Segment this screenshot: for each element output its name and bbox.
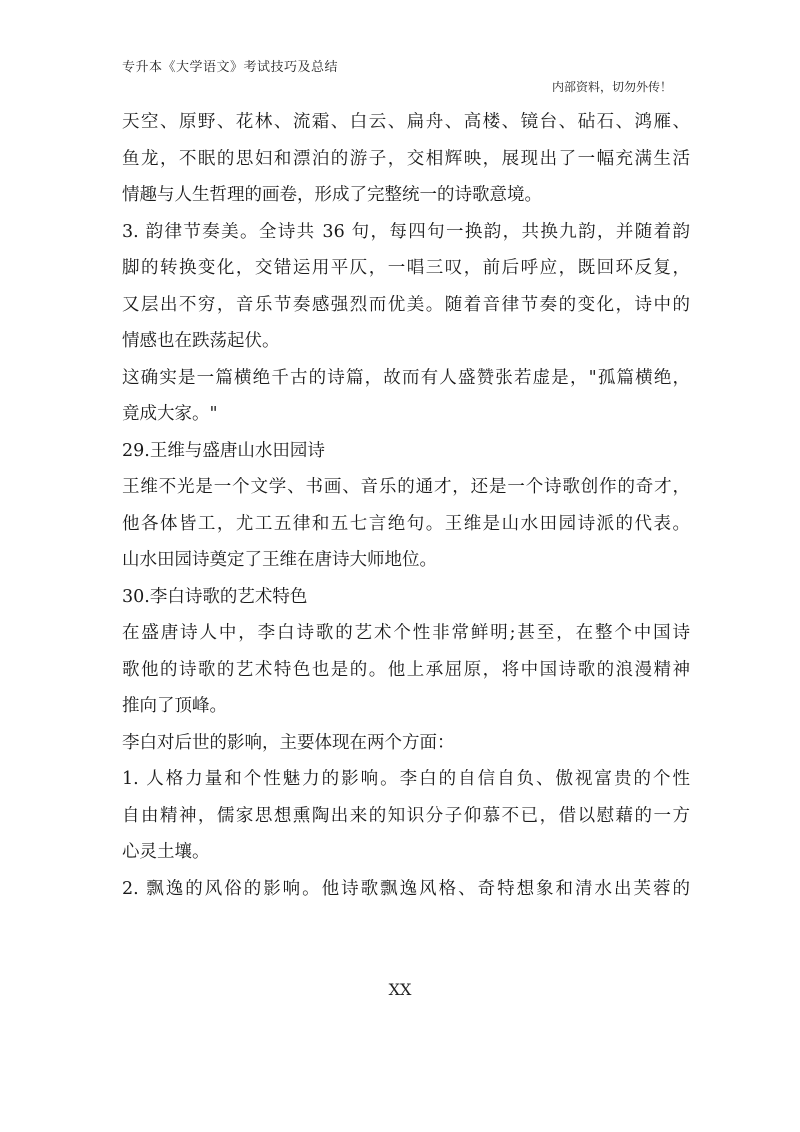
text-line-22: 2. 飘逸的风俗的影响。他诗歌飘逸风格、奇特想象和清水出芙蓉的 (122, 878, 690, 899)
text-line-9: 竟成大家。" (122, 404, 218, 424)
text-line-18: 李白对后世的影响，主要体现在两个方面： (122, 732, 455, 753)
text-line-3: 情趣与人生哲理的画卷，形成了完整统一的诗歌意境。 (122, 185, 542, 205)
text-line-1: 天空、原野、花林、流霜、白云、扁舟、高楼、镜台、砧石、鸿雁、 (122, 112, 690, 132)
section-heading-30: 30.李白诗歌的艺术特色 (122, 586, 308, 607)
text-line-2: 鱼龙，不眠的思妇和漂泊的游子，交相辉映，展现出了一幅充满生活 (122, 148, 690, 169)
page-number: XX (388, 980, 412, 999)
document-header-title: 专升本《大学语文》考试技巧及总结 (122, 60, 339, 75)
text-line-7: 情感也在跌荡起伏。 (122, 331, 280, 351)
text-line-11: 王维不光是一个文学、书画、音乐的通才，还是一个诗歌创作的奇才， (122, 477, 690, 497)
text-line-19: 1. 人格力量和个性魅力的影响。李白的自信自负、傲视富贵的个性 (122, 769, 690, 789)
text-line-15: 在盛唐诗人中，李白诗歌的艺术个性非常鲜明;甚至，在整个中国诗 (122, 623, 690, 643)
text-line-21: 心灵土壤。 (122, 842, 210, 862)
text-line-16: 歌他的诗歌的艺术特色也是的。他上承屈原，将中国诗歌的浪漫精神 (122, 659, 690, 680)
text-line-17: 推向了顶峰。 (122, 696, 227, 716)
text-line-4: 3. 韵律节奏美。全诗共 36 句，每四句一换韵，共换九韵，并随着韵 (122, 221, 690, 242)
confidential-notice: 内部资料，切勿外传！ (551, 80, 672, 94)
text-line-12: 他各体皆工，尤工五律和五七言绝句。王维是山水田园诗派的代表。 (122, 513, 690, 534)
text-line-8: 这确实是一篇横绝千古的诗篇，故而有人盛赞张若虚是，"孤篇横绝， (122, 367, 690, 388)
text-line-20: 自由精神，儒家思想熏陶出来的知识分子仰慕不已，借以慰藉的一方 (122, 805, 690, 826)
text-line-6: 又层出不穷，音乐节奏感强烈而优美。随着音律节奏的变化，诗中的 (122, 294, 690, 315)
text-line-13: 山水田园诗奠定了王维在唐诗大师地位。 (122, 550, 437, 570)
text-line-5: 脚的转换变化，交错运用平仄，一唱三叹，前后呼应，既回环反复， (122, 258, 690, 278)
section-heading-29: 29.王维与盛唐山水田园诗 (122, 440, 325, 461)
document-body (122, 104, 690, 907)
